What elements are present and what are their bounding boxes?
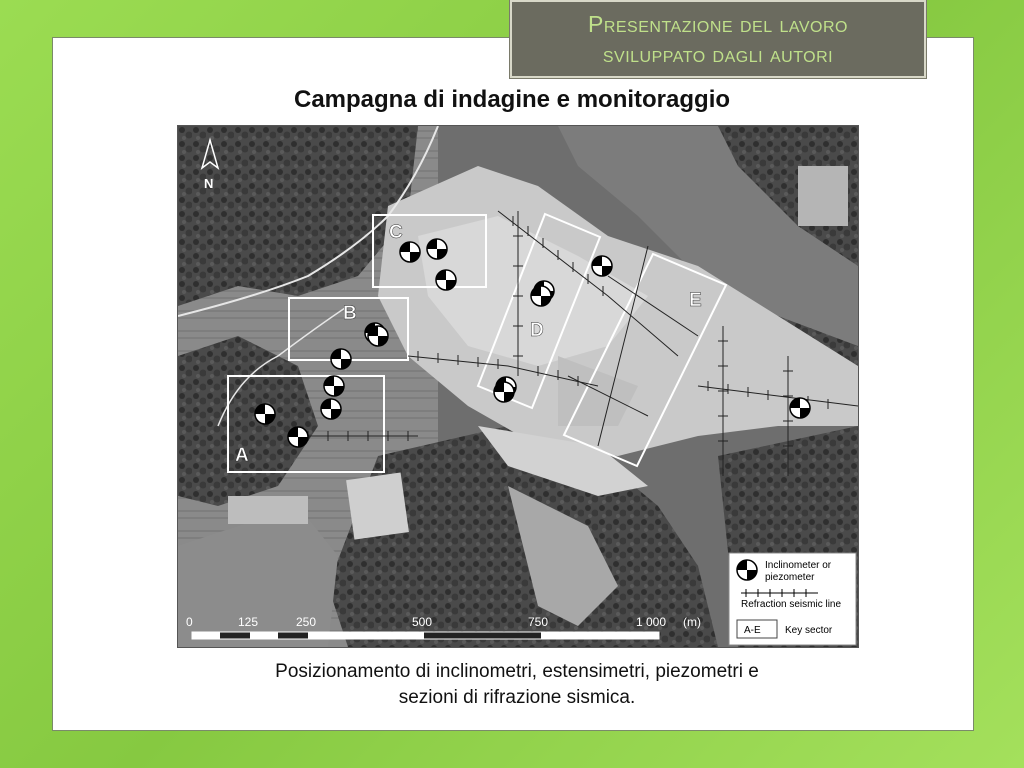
inclinometer-icon xyxy=(592,256,612,276)
slide-title-line-2: sviluppato dagli autori xyxy=(602,41,834,67)
sector-label-e: E xyxy=(689,290,702,311)
figure-caption xyxy=(0,659,1024,711)
inclinometer-icon xyxy=(368,326,388,346)
sector-label-b: B xyxy=(343,303,357,324)
slide-title-box xyxy=(510,0,926,78)
legend-sector-label: Key sector xyxy=(785,625,833,636)
inclinometer-icon xyxy=(324,376,344,396)
aerial-map xyxy=(177,125,859,648)
caption-line-1: Posizionamento di inclinometri, estensimetri, piezometri e xyxy=(275,661,759,682)
legend-inclinometer-line1: Inclinometer or xyxy=(765,560,832,571)
inclinometer-icon xyxy=(331,349,351,369)
sector-label-c: C xyxy=(389,222,403,243)
scale-tick-0: 0 xyxy=(186,615,193,629)
scale-tick-250: 250 xyxy=(296,615,317,629)
scale-tick-500: 500 xyxy=(412,615,433,629)
legend-inclinometer-icon xyxy=(737,560,757,580)
scale-tick-1000: 1 000 xyxy=(636,615,667,629)
legend-inclinometer-line2: piezometer xyxy=(765,572,815,583)
inclinometer-icon xyxy=(321,399,341,419)
inclinometer-icon xyxy=(494,382,514,402)
legend-refraction-label: Refraction seismic line xyxy=(741,599,842,610)
slide-heading: Campagna di indagine e monitoraggio xyxy=(293,86,731,113)
sector-label-a: A xyxy=(235,445,249,466)
caption-line-2: sezioni di rifrazione sismica. xyxy=(398,687,636,708)
scale-unit: (m) xyxy=(683,615,701,629)
scale-tick-750: 750 xyxy=(528,615,549,629)
slide-title-line-1: Presentazione del lavoro xyxy=(587,11,849,37)
map-legend xyxy=(729,553,856,645)
inclinometer-icon xyxy=(531,286,551,306)
inclinometer-icon xyxy=(790,398,810,418)
inclinometer-icon xyxy=(400,242,420,262)
inclinometer-icon xyxy=(436,270,456,290)
inclinometer-icon xyxy=(255,404,275,424)
sector-label-d: D xyxy=(530,320,544,341)
scale-tick-125: 125 xyxy=(238,615,259,629)
legend-sector-code: A-E xyxy=(744,625,761,636)
inclinometer-icon xyxy=(288,427,308,447)
inclinometer-icon xyxy=(427,239,447,259)
north-label: N xyxy=(204,176,214,191)
